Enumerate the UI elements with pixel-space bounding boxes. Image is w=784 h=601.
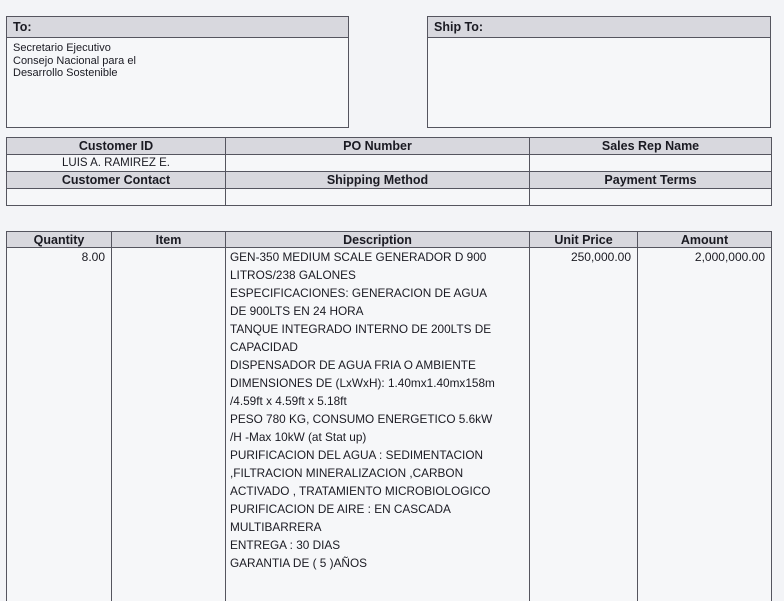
ship-to-address: [428, 38, 770, 46]
description-line: GARANTIA DE ( 5 )AÑOS: [230, 556, 368, 570]
description-line: /4.59ft x 4.59ft x 5.18ft: [230, 394, 347, 408]
to-line: Secretario Ejecutivo: [13, 42, 111, 54]
sales-rep-header: Sales Rep Name: [530, 138, 772, 155]
customer-id-value: LUIS A. RAMIREZ E.: [7, 155, 226, 172]
ship-to-label: Ship To:: [428, 17, 770, 38]
description-line: ,FILTRACION MINERALIZACION ,CARBON: [230, 466, 464, 480]
customer-contact-value: [7, 189, 226, 206]
unit-price-header: Unit Price: [530, 232, 638, 248]
description-line: GEN-350 MEDIUM SCALE GENERADOR D 900: [230, 250, 487, 264]
po-number-value: [226, 155, 530, 172]
item-header: Item: [112, 232, 226, 248]
description-cell: [226, 248, 530, 601]
payment-terms-value: [530, 189, 772, 206]
customer-contact-header: Customer Contact: [7, 172, 226, 189]
description-line: PESO 780 KG, CONSUMO ENERGETICO 5.6kW: [230, 412, 493, 426]
table-row: [7, 248, 772, 601]
to-box: [6, 16, 349, 128]
description-line: ENTREGA : 30 DIAS: [230, 538, 341, 552]
description-line: DIMENSIONES DE (LxWxH): 1.40mx1.40mx158m: [230, 376, 495, 390]
description-header: Description: [226, 232, 530, 248]
po-number-header: PO Number: [226, 138, 530, 155]
description-line: MULTIBARRERA: [230, 520, 322, 534]
shipping-method-header: Shipping Method: [226, 172, 530, 189]
description-line: LITROS/238 GALONES: [230, 268, 356, 282]
to-label: To:: [7, 17, 348, 38]
quantity-cell: 8.00: [7, 248, 112, 601]
description-line: CAPACIDAD: [230, 340, 298, 354]
item-cell: [112, 248, 226, 601]
to-line: Desarrollo Sostenible: [13, 67, 118, 79]
sales-rep-value: [530, 155, 772, 172]
description-line: PURIFICACION DE AIRE : EN CASCADA: [230, 502, 451, 516]
description-line: ACTIVADO , TRATAMIENTO MICROBIOLOGICO: [230, 484, 491, 498]
quantity-header: Quantity: [7, 232, 112, 248]
description-line: DISPENSADOR DE AGUA FRIA O AMBIENTE: [230, 358, 476, 372]
amount-header: Amount: [638, 232, 772, 248]
customer-info-table: [6, 137, 772, 206]
amount-cell: 2,000,000.00: [638, 248, 772, 601]
line-items-table: [6, 231, 772, 601]
description-line: ESPECIFICACIONES: GENERACION DE AGUA: [230, 286, 487, 300]
description-line: /H -Max 10kW (at Stat up): [230, 430, 367, 444]
unit-price-cell: 250,000.00: [530, 248, 638, 601]
description-line: TANQUE INTEGRADO INTERNO DE 200LTS DE: [230, 322, 492, 336]
ship-to-box: [427, 16, 771, 128]
to-line: Consejo Nacional para el: [13, 54, 136, 67]
shipping-method-value: [226, 189, 530, 206]
payment-terms-header: Payment Terms: [530, 172, 772, 189]
description-line: DE 900LTS EN 24 HORA: [230, 304, 364, 318]
to-address: [7, 38, 348, 84]
customer-id-header: Customer ID: [7, 138, 226, 155]
description-line: PURIFICACION DEL AGUA : SEDIMENTACION: [230, 448, 484, 462]
